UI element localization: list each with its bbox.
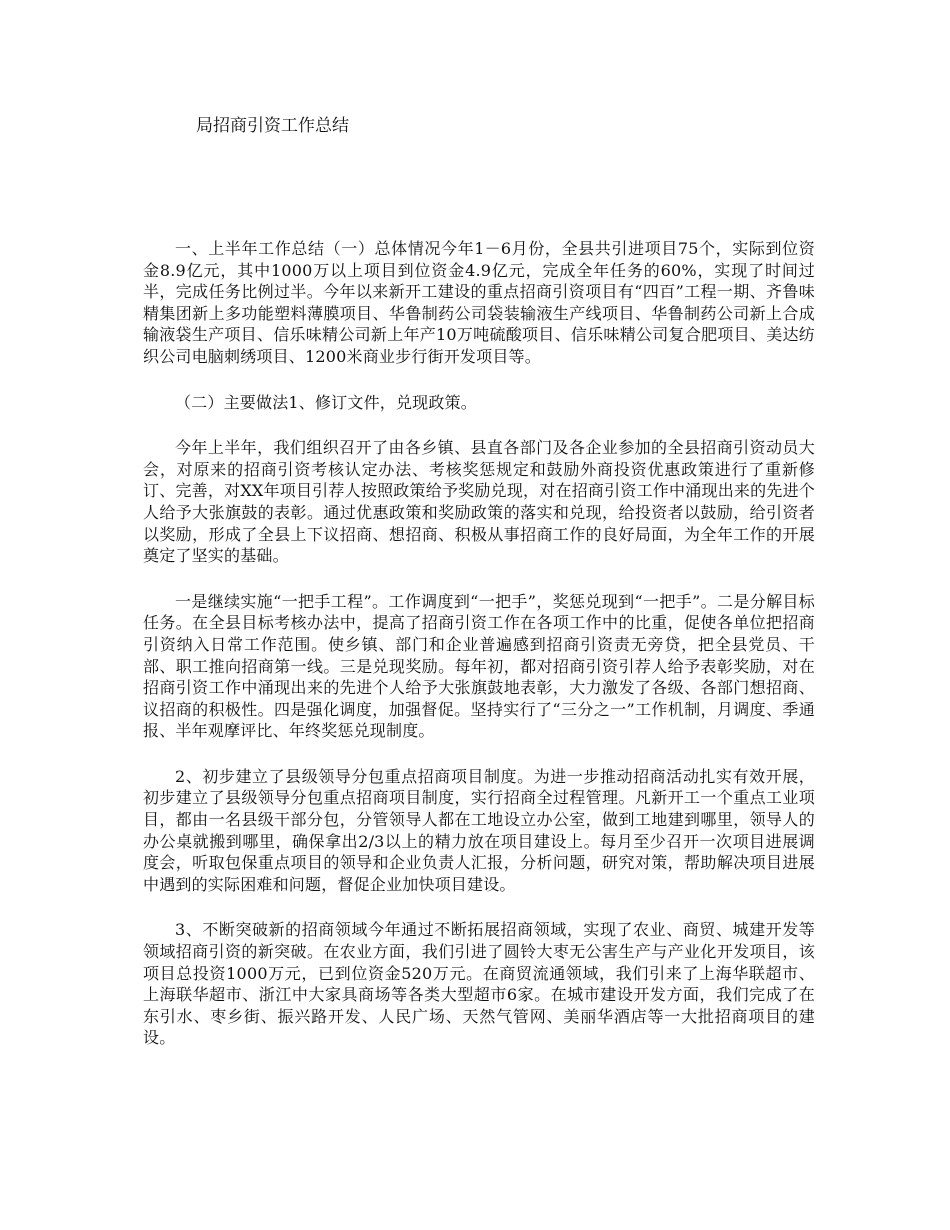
paragraph-leadership: 一是继续实施“一把手工程”。工作调度到“一把手”，奖惩兑现到“一把手”。二是分解目标任务。在全县目标考核办法中，提高了招商引资工作在各项工作中的比重，促使各单位把招商引资纳入日常工作范围。使乡镇、部门和企业普遍感到招商引资责无旁贷，把全县党员、干部、职工推向招商第一线。三是兑现奖励。每年初，都对招商引资引荐人给予表彰奖励，对在招商引资工作中涌现出来的先进个人给予大张旗鼓地表彰，大力激发了各级、各部门想招商、议招商的积极性。四是强化调度，加强督促。坚持实行了“三分之一”工作机制，月调度、季通报、半年观摩评比、年终奖惩兑现制度。 <box>143 591 815 741</box>
paragraph-project-system: 2、初步建立了县级领导分包重点招商项目制度。为进一步推动招商活动扎实有效开展，初步建立了县级领导分包重点招商项目制度，实行招商全过程管理。凡新开工一个重点工业项目，都由一名县级干部分包，分管领导人都在工地设立办公室，做到工地建到哪里，领导人的办公桌就搬到哪里，确保拿出2/3以上的精力放在项目建设上。每月至少召开一次项目进展调度会，听取包保重点项目的领导和企业负责人汇报，分析问题，研究对策，帮助解决项目进展中遇到的实际困难和问题，督促企业加快项目建设。 <box>143 766 815 894</box>
document-body <box>143 238 815 1049</box>
paragraph-new-fields: 3、不断突破新的招商领域今年通过不断拓展招商领域，实现了农业、商贸、城建开发等领域招商引资的新突破。在农业方面，我们引进了圆铃大枣无公害生产与产业化开发项目，该项目总投资1000万元，已到位资金520万元。在商贸流通领域，我们引来了上海华联超市、上海联华超市、浙江中大家具商场等各类大型超市6家。在城市建设开发方面，我们完成了在东引水、枣乡街、振兴路开发、人民广场、天然气管网、美丽华酒店等一大批招商项目的建设。 <box>143 920 815 1048</box>
paragraph-summary: 一、上半年工作总结（一）总体情况今年1－6月份，全县共引进项目75个，实际到位资金8.9亿元，其中1000万以上项目到位资金4.9亿元，完成全年任务的60%，实现了时间过半，完成任务比例过半。今年以来新开工建设的重点招商引资项目有“四百”工程一期、齐鲁味精集团新上多功能塑料薄膜项目、华鲁制药公司袋装输液生产线项目、华鲁制药公司新上合成输液袋生产项目、信乐味精公司新上年产10万吨硫酸项目、信乐味精公司复合肥项目、美达纺织公司电脑刺绣项目、1200米商业步行街开发项目等。 <box>143 239 815 366</box>
paragraph-policy: 今年上半年，我们组织召开了由各乡镇、县直各部门及各企业参加的全县招商引资动员大会，对原来的招商引资考核认定办法、考核奖惩规定和鼓励外商投资优惠政策进行了重新修订、完善，对XX年项目引荐人按照政策给予奖励兑现，对在招商引资工作中涌现出来的先进个人给予大张旗鼓的表彰。通过优惠政策和奖励政策的落实和兑现，给投资者以鼓励，给引资者以奖励，形成了全县上下议招商、想招商、积极从事招商工作的良好局面，为全年工作的开展奠定了坚实的基础。 <box>143 438 815 566</box>
paragraph-methods-heading: （二）主要做法1、修订文件，兑现政策。 <box>175 392 477 412</box>
document-title: 局招商引资工作总结 <box>196 116 349 136</box>
